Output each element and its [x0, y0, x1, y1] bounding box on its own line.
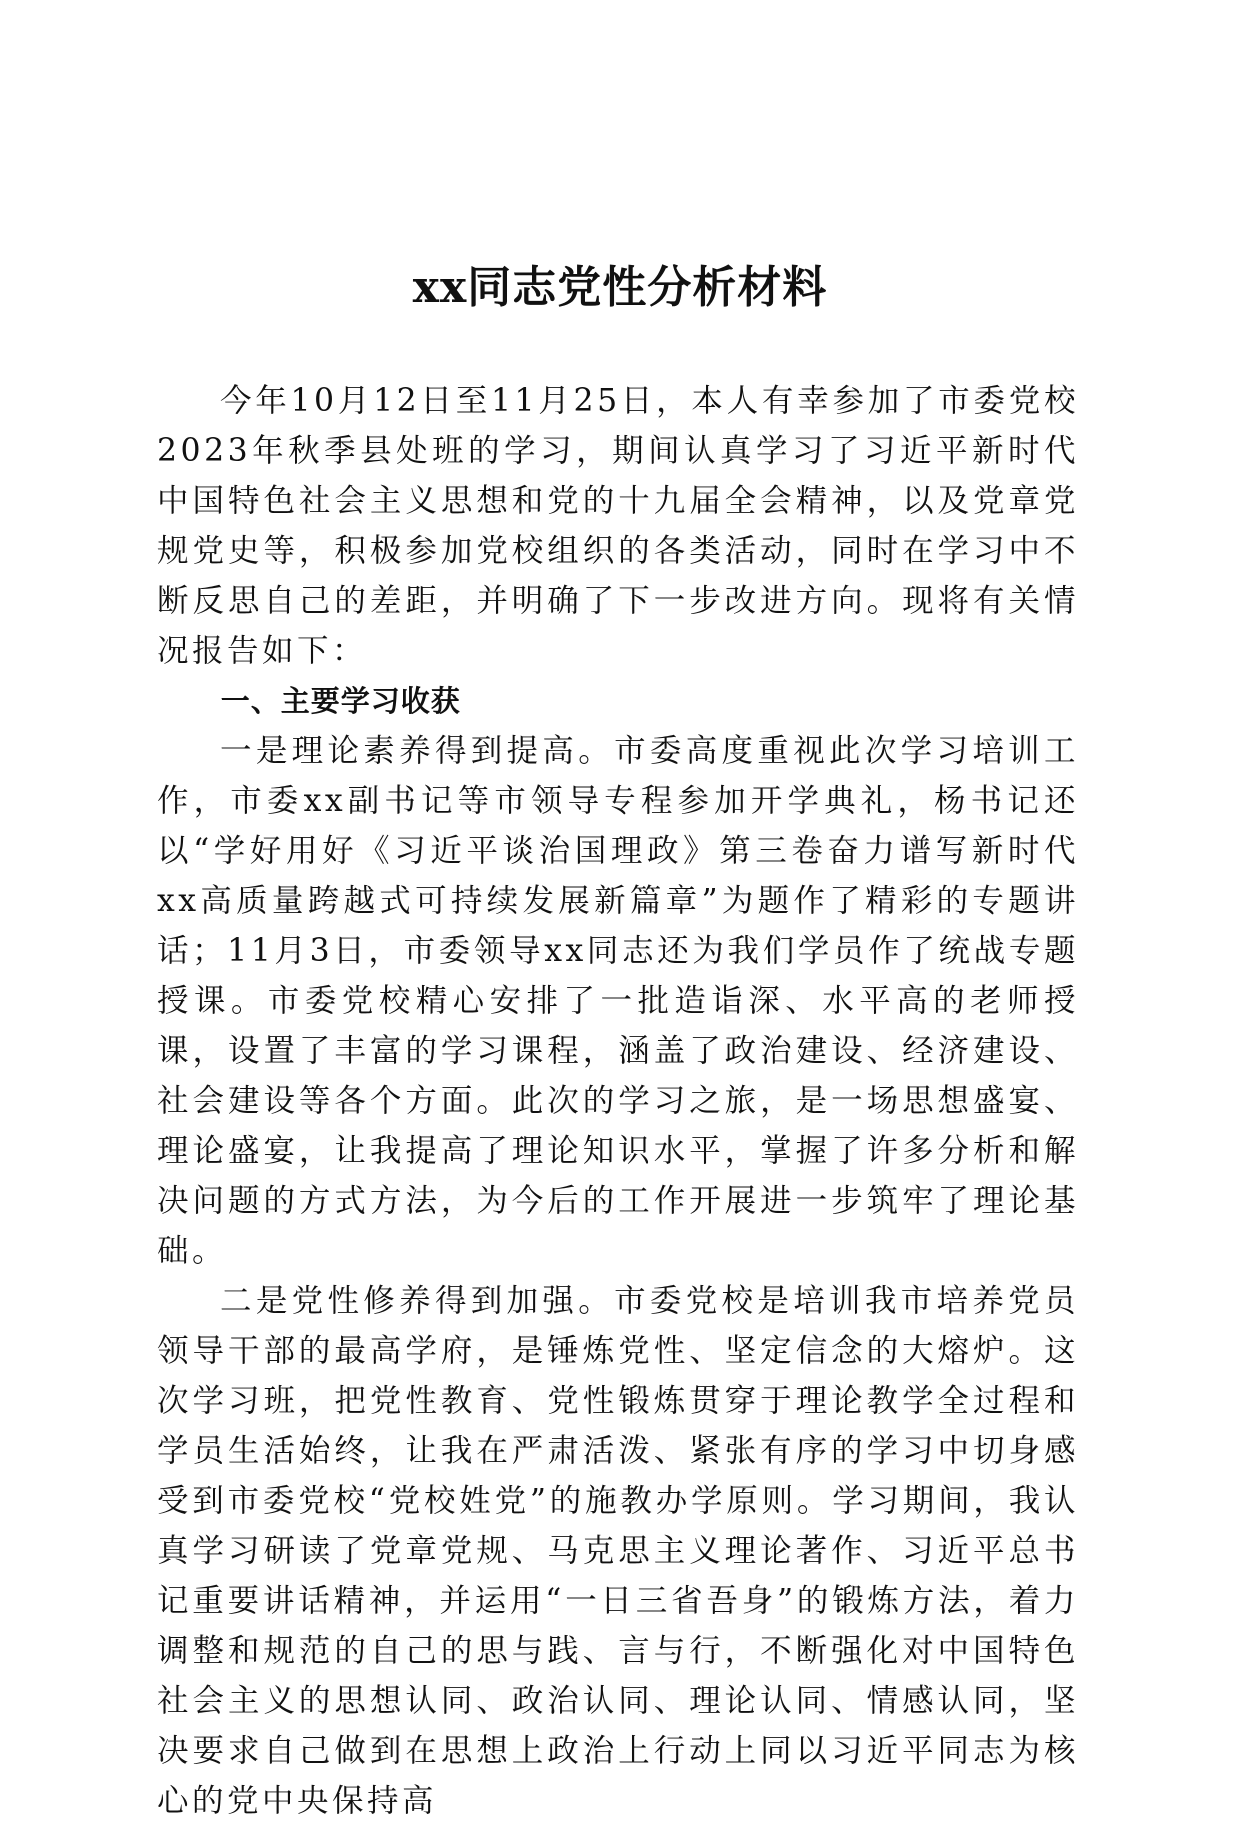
- point-one-body: 市委高度重视此次学习培训工作，市委xx副书记等市领导专程参加开学典礼，杨书记还以“学好用好《习近平谈治国理政》第三卷奋力谱写新时代xx高质量跨越式可持续发展新篇章”为题作了精彩的专题讲话；11月3日，市委领导xx同志还为我们学员作了统战专题授课。市委党校精心安排了一批造诣深、水平高的老师授课，设置了丰富的学习课程，涵盖了政治建设、经济建设、社会建设等各个方面。此次的学习之旅，是一场思想盛宴、理论盛宴，让我提高了理论知识水平，掌握了许多分析和解决问题的方式方法，为今后的工作开展进一步筑牢了理论基础。: [157, 733, 1079, 1269]
- intro-paragraph: 今年10月12日至11月25日，本人有幸参加了市委党校2023年秋季县处班的学习，期间认真学习了习近平新时代中国特色社会主义思想和党的十九届全会精神，以及党章党规党史等，积极参加党校组织的各类活动，同时在学习中不断反思自己的差距，并明确了下一步改进方向。现将有关情况报告如下：: [157, 383, 1079, 669]
- point-two-body: 市委党校是培训我市培养党员领导干部的最高学府，是锤炼党性、坚定信念的大熔炉。这次学习班，把党性教育、党性锻炼贯穿于理论教学全过程和学员生活始终，让我在严肃活泼、紧张有序的学习中切身感受到市委党校“党校姓党”的施教办学原则。学习期间，我认真学习研读了党章党规、马克思主义理论著作、习近平总书记重要讲话精神，并运用“一日三省吾身”的锻炼方法，着力调整和规范的自己的思与践、言与行，不断强化对中国特色社会主义的思想认同、政治认同、理论认同、情感认同，坚决要求自己做到在思想上政治上行动上同以习近平同志为核心的党中央保持高: [157, 1283, 1079, 1819]
- document-body: [157, 376, 1079, 1826]
- point-one-paragraph: [157, 726, 1079, 1276]
- section-heading-main-gains: 一、主要学习收获: [220, 684, 461, 718]
- document-title: xx同志党性分析材料: [412, 262, 828, 313]
- point-two-paragraph: [157, 1276, 1079, 1826]
- point-one-lead: 一是理论素养得到提高。: [220, 733, 615, 769]
- point-two-lead: 二是党性修养得到加强。: [220, 1283, 615, 1319]
